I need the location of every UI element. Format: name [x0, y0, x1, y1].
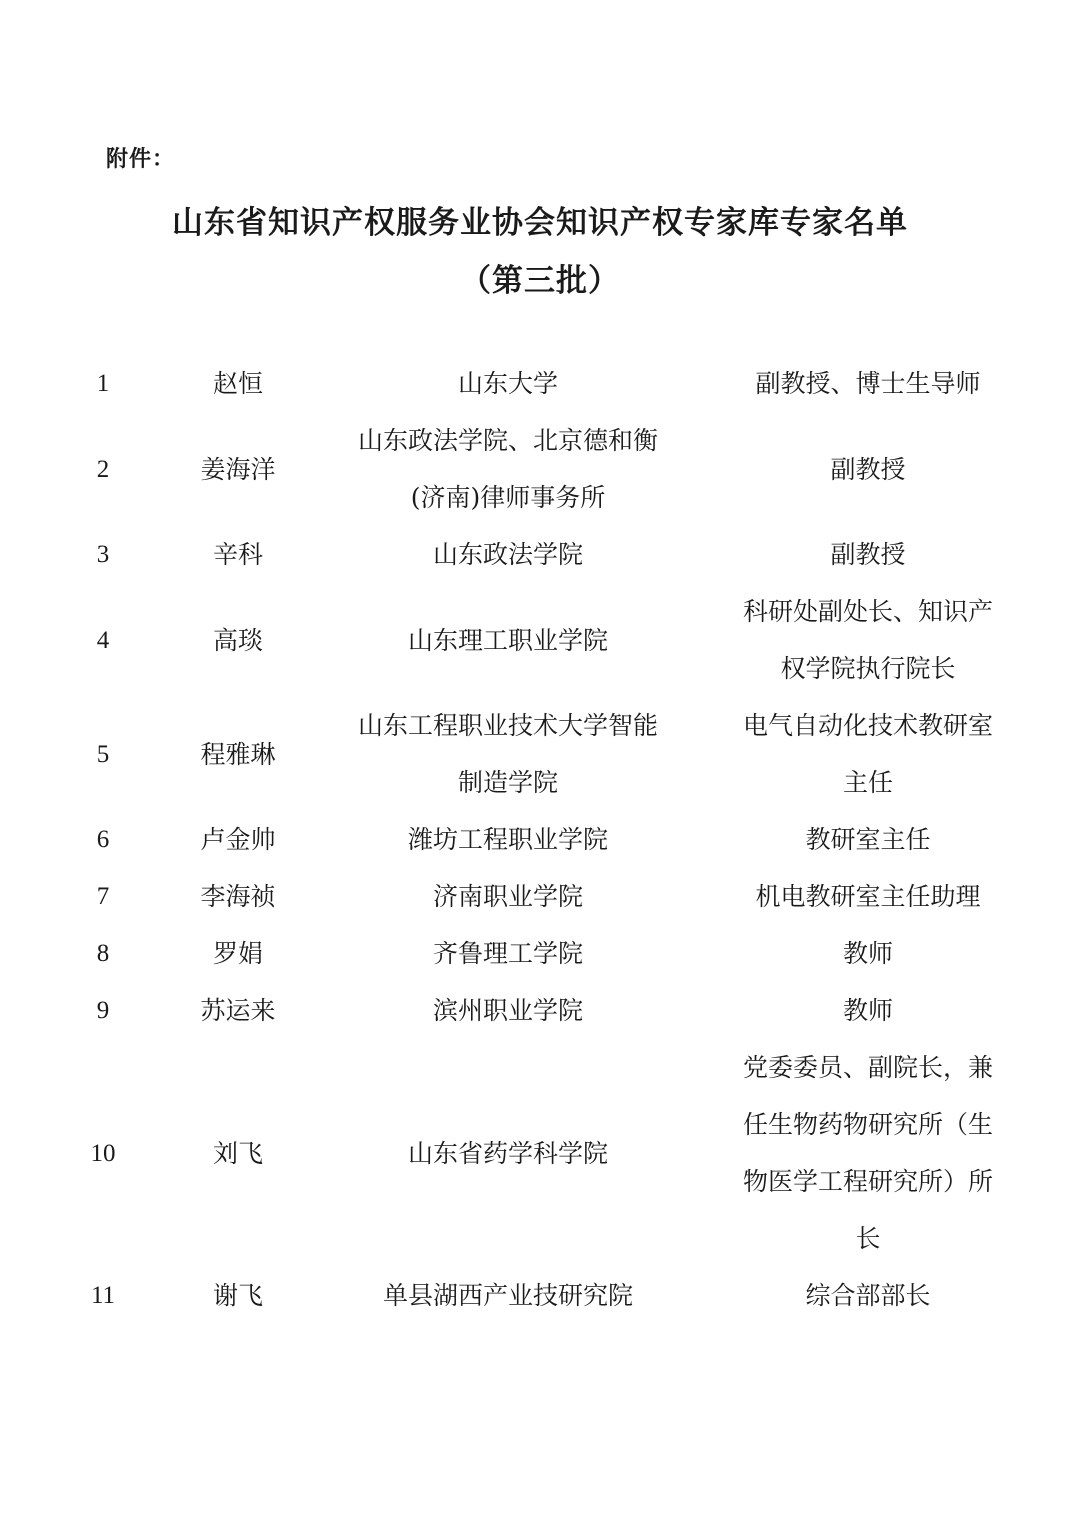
- row-number: 5: [96, 740, 110, 768]
- attachment-label: 附件：: [106, 147, 176, 172]
- position-line: 权学院执行院长: [780, 654, 956, 683]
- position-line: 副教授: [830, 454, 906, 484]
- position-line: 任生物药物研究所（生: [742, 1110, 993, 1139]
- expert-position: [686, 925, 1050, 982]
- position-line: 教研室主任: [805, 825, 931, 854]
- position-line: 副教授、博士生导师: [755, 369, 981, 398]
- position-line: 主任: [842, 768, 893, 797]
- row-number: 6: [96, 826, 110, 853]
- position-line: 机电教研室主任助理: [755, 882, 981, 911]
- table-row: [60, 982, 1050, 1039]
- row-number: 7: [96, 883, 110, 910]
- expert-name: 赵恒: [212, 369, 263, 398]
- expert-organization: [330, 982, 686, 1039]
- table-row: [60, 925, 1050, 982]
- expert-position: [686, 355, 1050, 412]
- organization-line: 山东理工职业学院: [407, 625, 608, 655]
- row-number: 4: [96, 626, 110, 654]
- organization-line: 齐鲁理工学院: [432, 939, 583, 968]
- expert-organization: [330, 925, 686, 982]
- row-number: 9: [96, 997, 110, 1024]
- expert-position: [686, 1267, 1050, 1324]
- table-row: [60, 583, 1050, 697]
- position-line: 教师: [842, 996, 893, 1025]
- expert-organization: [330, 355, 686, 412]
- row-number: 11: [90, 1282, 116, 1309]
- expert-list-table: [60, 355, 1050, 1324]
- expert-name: 苏运来: [200, 996, 276, 1025]
- table-row: [60, 1039, 1050, 1267]
- table-row: [60, 811, 1050, 868]
- table-row: [60, 412, 1050, 526]
- table-row: [60, 697, 1050, 811]
- expert-organization: [330, 1039, 686, 1267]
- expert-organization: [330, 526, 686, 583]
- expert-name: 程雅琳: [200, 739, 276, 769]
- expert-list-body: [60, 355, 1050, 1324]
- expert-organization: [330, 811, 686, 868]
- expert-name: 卢金帅: [200, 825, 276, 854]
- position-line: 长: [855, 1224, 881, 1253]
- expert-position: [686, 412, 1050, 526]
- table-row: [60, 526, 1050, 583]
- organization-line: 山东大学: [457, 369, 558, 398]
- expert-position: [686, 583, 1050, 697]
- position-line: 物医学工程研究所）所: [742, 1167, 993, 1196]
- row-number: 1: [96, 370, 110, 397]
- row-number: 8: [96, 940, 110, 967]
- table-row: [60, 868, 1050, 925]
- row-number: 2: [96, 455, 110, 483]
- position-line: 科研处副处长、知识产: [742, 597, 993, 626]
- expert-name: 辛科: [212, 540, 263, 569]
- expert-organization: [330, 1267, 686, 1324]
- organization-line: 单县湖西产业技研究院: [382, 1281, 633, 1310]
- expert-position: [686, 526, 1050, 583]
- organization-line: 山东省药学科学院: [407, 1138, 608, 1168]
- row-number: 3: [96, 541, 110, 568]
- expert-position: [686, 1039, 1050, 1267]
- document-subtitle: （第三批）: [460, 263, 620, 299]
- organization-line: 潍坊工程职业学院: [407, 825, 608, 854]
- organization-line: 山东工程职业技术大学智能: [357, 711, 658, 740]
- expert-position: [686, 982, 1050, 1039]
- organization-line: 滨州职业学院: [432, 996, 583, 1025]
- row-number: 10: [90, 1139, 116, 1167]
- expert-name: 李海祯: [200, 882, 276, 911]
- position-line: 副教授: [830, 540, 906, 569]
- expert-organization: [330, 412, 686, 526]
- organization-line: (济南)律师事务所: [410, 483, 606, 512]
- table-row: [60, 355, 1050, 412]
- expert-organization: [330, 697, 686, 811]
- organization-line: 制造学院: [457, 768, 558, 797]
- position-line: 教师: [842, 939, 893, 968]
- table-row: [60, 1267, 1050, 1324]
- expert-position: [686, 811, 1050, 868]
- expert-position: [686, 868, 1050, 925]
- expert-name: 高琰: [212, 625, 263, 655]
- document-title: 山东省知识产权服务业协会知识产权专家库专家名单: [172, 205, 908, 241]
- expert-name: 刘飞: [212, 1138, 263, 1168]
- expert-position: [686, 697, 1050, 811]
- organization-line: 山东政法学院、北京德和衡: [357, 426, 658, 455]
- expert-name: 罗娟: [212, 939, 263, 968]
- organization-line: 山东政法学院: [432, 540, 583, 569]
- organization-line: 济南职业学院: [432, 882, 583, 911]
- expert-organization: [330, 583, 686, 697]
- expert-organization: [330, 868, 686, 925]
- position-line: 电气自动化技术教研室: [742, 711, 993, 740]
- expert-name: 姜海洋: [200, 454, 276, 484]
- position-line: 党委委员、副院长，兼: [742, 1053, 993, 1082]
- expert-name: 谢飞: [212, 1281, 263, 1310]
- position-line: 综合部部长: [805, 1281, 931, 1310]
